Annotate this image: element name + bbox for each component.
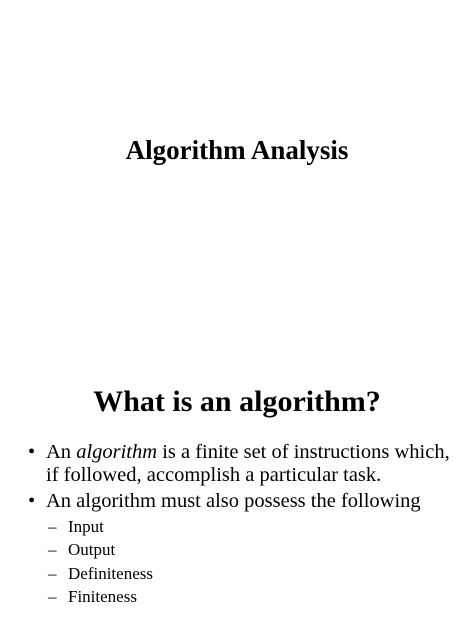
bullet-item-properties (28, 490, 458, 609)
bullet-marker: • (28, 441, 36, 463)
property-label: Input (68, 516, 104, 536)
property-item (48, 538, 458, 562)
property-item (48, 515, 458, 539)
bullet-prefix: An (46, 441, 77, 463)
bullet-text: An algorithm must also possess the following (46, 490, 421, 512)
bullet-item-definition (28, 441, 458, 486)
dash-marker: – (48, 587, 57, 606)
dash-marker: – (48, 563, 57, 583)
property-item (48, 585, 458, 609)
bullet-list (28, 441, 458, 613)
dash-marker: – (48, 516, 57, 536)
property-label: Finiteness (68, 587, 137, 606)
bullet-marker: • (28, 490, 36, 512)
bullet-emphasis: algorithm (76, 441, 158, 463)
bullet-suffix: is a finite set of instructions which, if followed, accomplish a particular task. (46, 441, 450, 486)
slide-what-is-algorithm (0, 316, 474, 632)
property-label: Definiteness (68, 563, 153, 583)
dash-marker: – (48, 540, 57, 559)
property-label: Output (68, 540, 116, 559)
property-item (48, 562, 458, 586)
slide-heading: What is an algorithm? (93, 385, 381, 418)
slide-title-heading: Algorithm Analysis (125, 135, 349, 165)
property-list (46, 515, 458, 609)
